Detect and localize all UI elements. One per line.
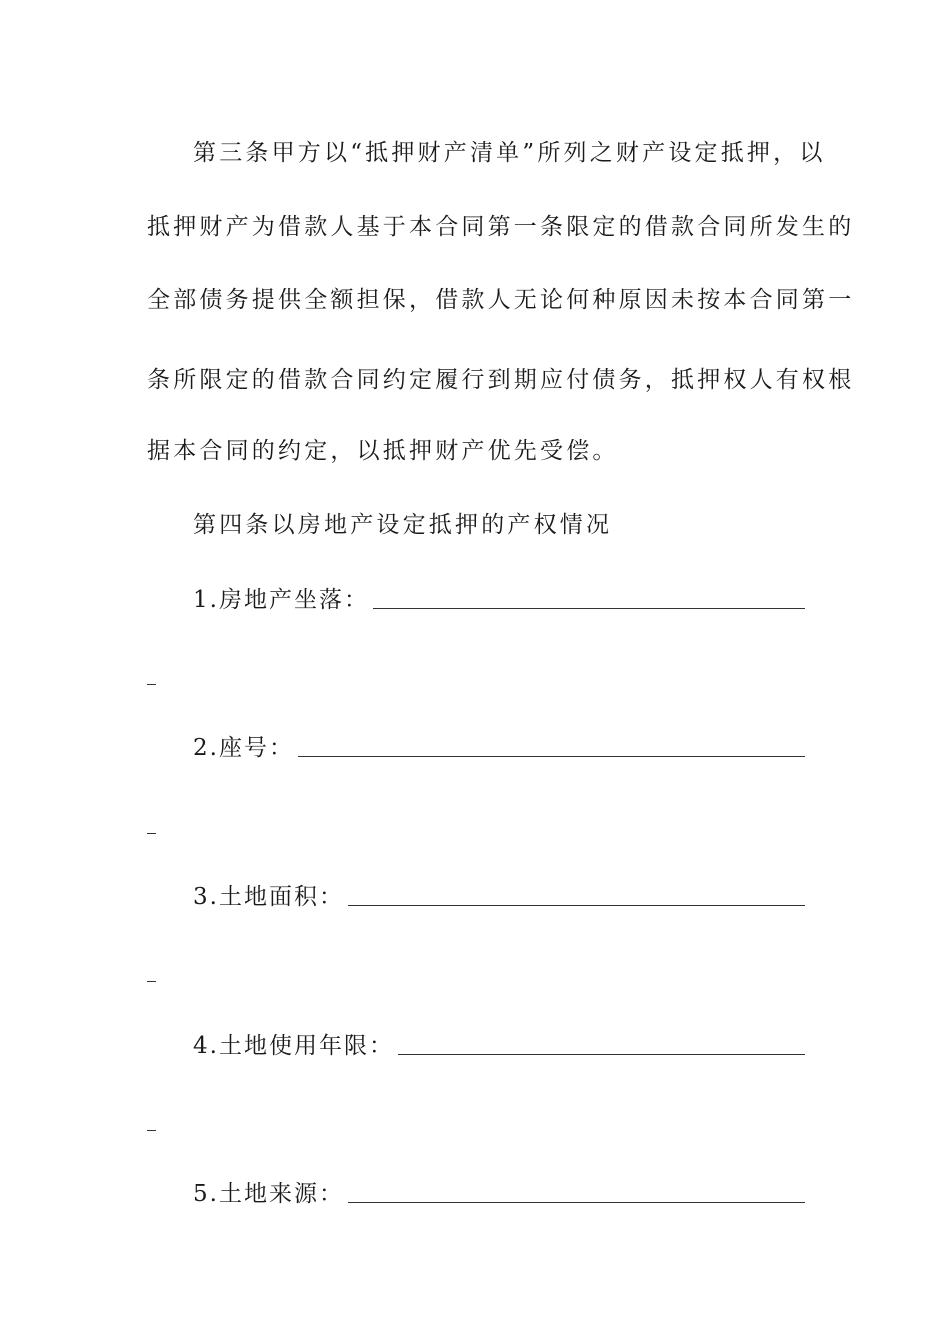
field-label: 4.土地使用年限： (193, 1033, 394, 1059)
blank-underline[interactable] (348, 904, 805, 906)
line-continuation-mark (147, 833, 156, 834)
field-seat-number[interactable] (193, 733, 805, 763)
article3-line-2: 抵押财产为借款人基于本合同第一条限定的借款合同所发生的 (147, 214, 855, 240)
article3-line-1: 第三条甲方以“抵押财产清单”所列之财产设定抵押，以 (193, 140, 826, 166)
field-land-source[interactable] (193, 1179, 805, 1209)
article3-line-5: 据本合同的约定，以抵押财产优先受偿。 (147, 438, 619, 464)
line-continuation-mark (147, 684, 156, 685)
article3-line-3: 全部债务提供全额担保，借款人无论何种原因未按本合同第一 (147, 287, 855, 313)
field-label: 3.土地面积： (193, 884, 344, 910)
field-land-area[interactable] (193, 882, 805, 912)
line-continuation-mark (147, 1130, 156, 1131)
field-land-use-term[interactable] (193, 1031, 805, 1061)
article3-line-4: 条所限定的借款合同约定履行到期应付债务，抵押权人有权根 (147, 367, 855, 393)
blank-underline[interactable] (298, 755, 805, 757)
blank-underline[interactable] (373, 607, 805, 609)
field-label: 5.土地来源： (193, 1181, 344, 1207)
field-label: 2.座号： (193, 735, 294, 761)
blank-underline[interactable] (398, 1053, 805, 1055)
line-continuation-mark (147, 981, 156, 982)
field-label: 1.房地产坐落： (193, 587, 369, 613)
blank-underline[interactable] (348, 1201, 805, 1203)
article4-heading: 第四条以房地产设定抵押的产权情况 (193, 512, 613, 538)
field-property-location[interactable] (193, 585, 805, 615)
